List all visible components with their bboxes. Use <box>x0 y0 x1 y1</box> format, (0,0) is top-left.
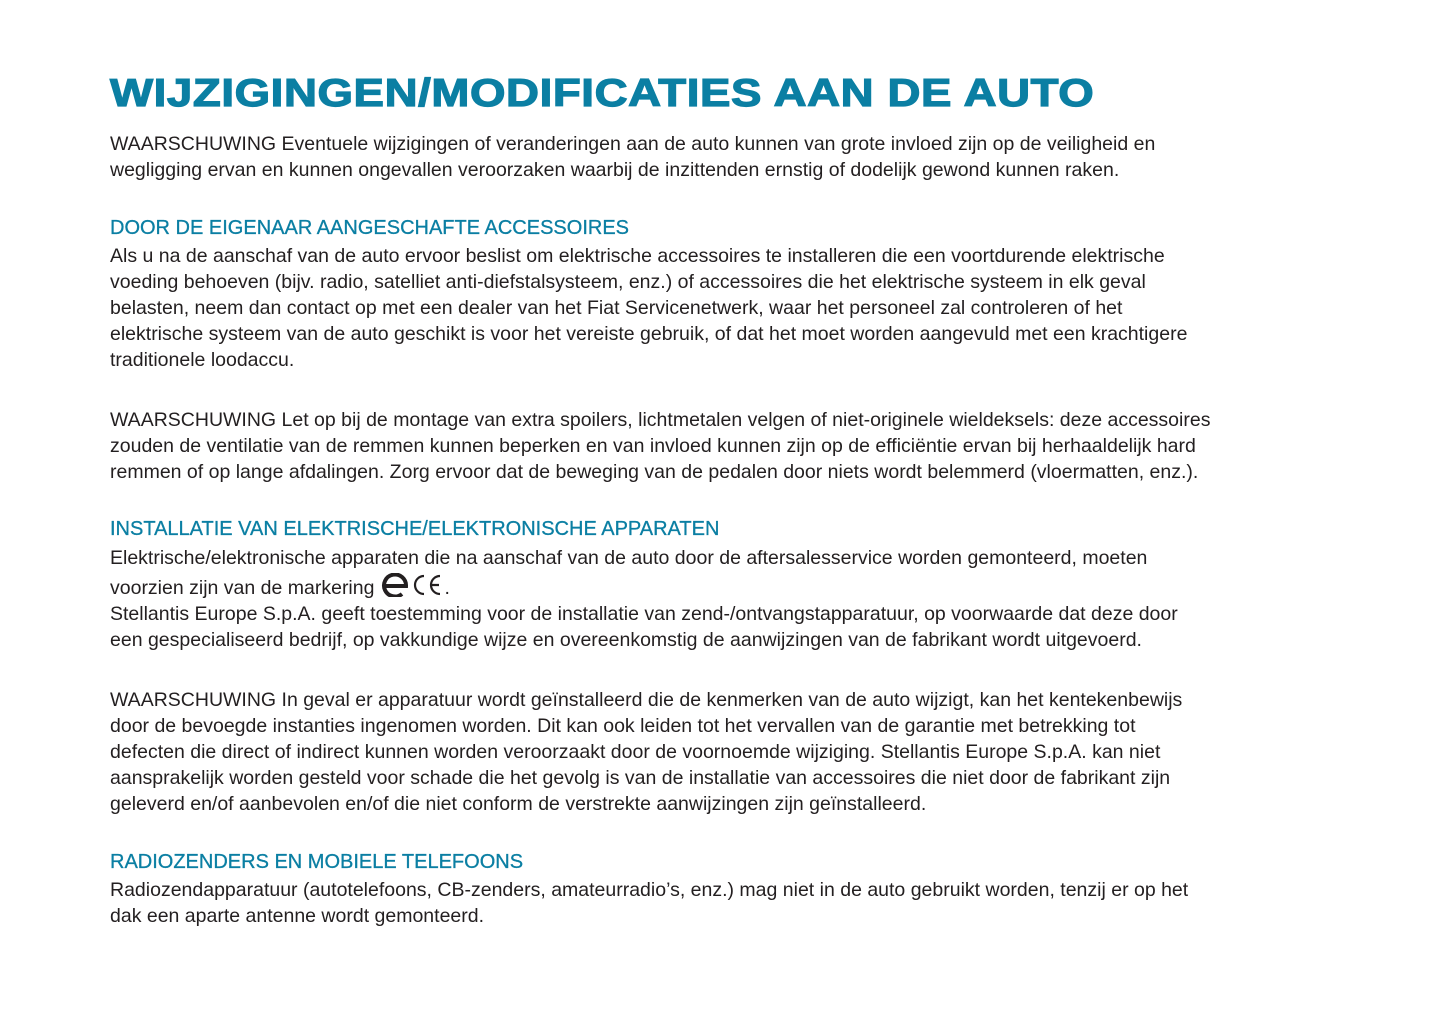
accessories-paragraph <box>110 243 1187 373</box>
section-heading-accessories: DOOR DE EIGENAAR AANGESCHAFTE ACCESSOIRES <box>110 217 630 239</box>
text-line: WAARSCHUWING Eventuele wijzigingen of veranderingen aan de auto kunnen van grote invloed zijn op de veiligheid en <box>110 133 1156 155</box>
e-ce-marking-icon <box>380 573 444 597</box>
radio-paragraph <box>110 877 1188 929</box>
text-line: geleverd en/of aanbevolen en/of die niet conform de verstrekte aanwijzingen zijn geïnstalleerd. <box>110 793 927 815</box>
text-line <box>110 573 1178 601</box>
section-heading-radio: RADIOZENDERS EN MOBIELE TELEFOONS <box>110 851 524 873</box>
text-line: Stellantis Europe S.p.A. geeft toestemming voor de installatie van zend-/ontvangstapparatuur, op voorwaarde dat deze door <box>110 603 1178 625</box>
text-line: wegligging ervan en kunnen ongevallen veroorzaken waarbij de inzittenden ernstig of dodelijk gewond kunnen raken. <box>110 159 1120 181</box>
text-line: dak een aparte antenne wordt gemonteerd. <box>110 905 485 927</box>
electrical-paragraph <box>110 545 1178 653</box>
text-line: WAARSCHUWING In geval er apparatuur wordt geïnstalleerd die de kenmerken van de auto wijzigt, kan het kentekenbewijs <box>110 689 1183 711</box>
section-heading-electrical: INSTALLATIE VAN ELEKTRISCHE/ELEKTRONISCHE APPARATEN <box>110 518 720 540</box>
text-fragment: voorzien zijn van de markering <box>110 577 375 599</box>
registration-warning <box>110 687 1182 817</box>
text-line: zouden de ventilatie van de remmen kunnen beperken en van invloed kunnen zijn op de efficiëntie ervan bij herhaaldelijk hard <box>110 435 1196 457</box>
text-line: door de bevoegde instanties ingenomen worden. Dit kan ook leiden tot het vervallen van de garantie met betrekking tot <box>110 715 1136 737</box>
text-line: Radiozendapparatuur (autotelefoons, CB-zenders, amateurradio’s, enz.) mag niet in de auto gebruikt worden, tenzij er op het <box>110 879 1189 901</box>
text-line: Elektrische/elektronische apparaten die na aanschaf van de auto door de aftersalesservice worden gemonteerd, moeten <box>110 547 1148 569</box>
text-line: een gespecialiseerd bedrijf, op vakkundige wijze en overeenkomstig de aanwijzingen van de fabrikant wordt uitgevoerd. <box>110 629 1142 651</box>
text-line: Als u na de aanschaf van de auto ervoor beslist om elektrische accessoires te installeren die een voortdurende elektrische <box>110 245 1165 267</box>
intro-warning <box>110 131 1155 183</box>
text-line: belasten, neem dan contact op met een dealer van het Fiat Servicenetwerk, waar het personeel zal controleren of het <box>110 297 1123 319</box>
text-fragment: . <box>444 577 450 599</box>
text-line: WAARSCHUWING Let op bij de montage van extra spoilers, lichtmetalen velgen of niet-originele wieldeksels: deze accessoires <box>110 409 1211 431</box>
page-title: WIJZIGINGEN/MODIFICATIES AAN DE AUTO <box>110 72 1095 115</box>
text-line: elektrische systeem van de auto geschikt is voor het vereiste gebruik, of dat het moet worden aangevuld met een krachtigere <box>110 323 1188 345</box>
text-line: traditionele loodaccu. <box>110 349 295 371</box>
spoiler-warning <box>110 407 1210 485</box>
text-line: remmen of op lange afdalingen. Zorg ervoor dat de beweging van de pedalen door niets wordt belemmerd (vloermatten, enz.). <box>110 461 1199 483</box>
text-line: defecten die direct of indirect kunnen worden veroorzaakt door de voornoemde wijziging. Stellantis Europe S.p.A. kan niet <box>110 741 1161 763</box>
text-line: voeding behoeven (bijv. radio, satelliet anti-diefstalsysteem, enz.) of accessoires die het elektrische systeem in elk geval <box>110 271 1146 293</box>
text-line: aansprakelijk worden gesteld voor schade die het gevolg is van de installatie van accessoires die niet door de fabrikant zijn <box>110 767 1171 789</box>
